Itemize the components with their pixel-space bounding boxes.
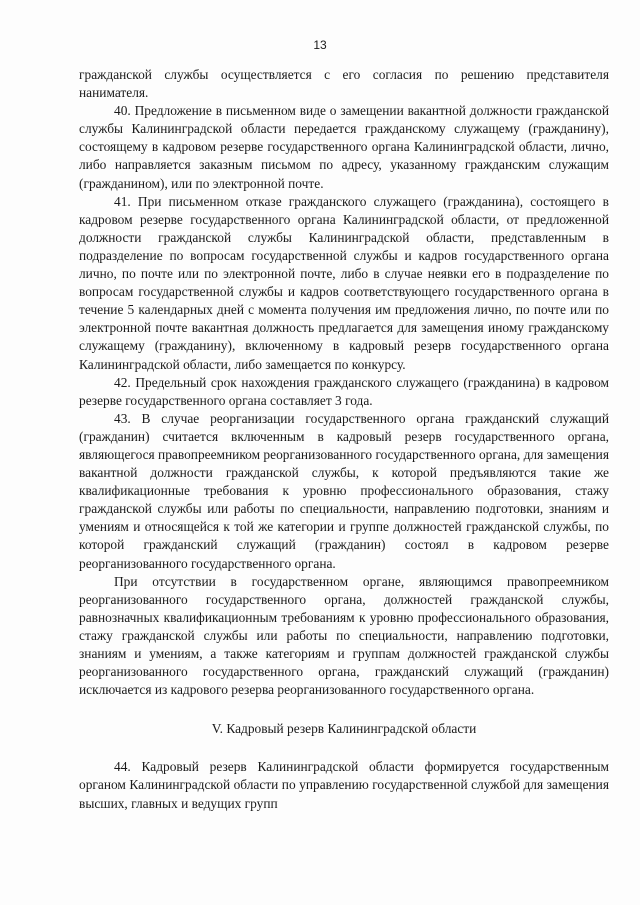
paragraph-43-part-2: При отсутствии в государственном органе, являющимся правопреемником реорганизованного государственного органа, должностей гражданской службы, равнозначных квалификационным требованиям к уровню профессионального образования, стажу гражданской службы или работы по специальности, направлению подготовки, знаниям и умениям, а также категориям и группам должностей гражданской службы реорганизованного государственного органа, гражданский служащий (гражданин) исключается из кадрового резерва реорганизованного государственного органа.: [79, 573, 609, 698]
paragraph-43: 43. В случае реорганизации государственного органа гражданский служащий (гражданин) считается включенным в кадровый резерв государственного органа, являющегося правопреемником реорганизованного государственного органа, для замещения вакантной должности гражданской службы, к которой предъявляются такие же квалификационные требования к уровню профессионального образования, стажу гражданской службы или работы по специальности, направлению подготовки, знаниям и умениям и относящейся к той же категории и группе должностей гражданской службы, по которой гражданский служащий (гражданин) состоял в кадровом резерве реорганизованного государственного органа.: [79, 410, 609, 571]
document-body: [79, 66, 609, 813]
paragraph-42: 42. Предельный срок нахождения гражданского служащего (гражданина) в кадровом резерве государственного органа составляет 3 года.: [79, 374, 609, 408]
paragraph-continuation: гражданской службы осуществляется с его согласия по решению представителя нанимателя.: [79, 67, 609, 101]
paragraph-44: 44. Кадровый резерв Калининградской области формируется государственным органом Калининградской области по управлению государственной службой для замещения высших, главных и ведущих групп: [79, 759, 609, 811]
paragraph-40: 40. Предложение в письменном виде о замещении вакантной должности гражданской службы Калининградской области передается гражданскому служащему (гражданину), состоящему в кадровом резерве государственного органа Калининградской области, лично, либо направляется заказным письмом по адресу, указанному гражданским служащим (гражданином), или по электронной почте.: [79, 103, 609, 191]
page-number: 13: [313, 38, 327, 52]
paragraph-41: 41. При письменном отказе гражданского служащего (гражданина), состоящего в кадровом резерве государственного органа Калининградской области, от предложенной должности гражданской службы Калининградской области, представленным в подразделение по вопросам государственной службы и кадров государственного органа лично, по почте или по электронной почте, либо в случае неявки его в подразделение по вопросам государственной службы и кадров соответствующего государственного органа в течение 5 календарных дней с момента получения им предложения лично, по почте или по электронной почте вакантная должность предлагается для замещения иному гражданскому служащему (гражданину), включенному в кадровый резерв государственного органа Калининградской области, либо замещается по конкурсу.: [79, 193, 609, 372]
section-heading: V. Кадровый резерв Калининградской области: [211, 721, 477, 737]
